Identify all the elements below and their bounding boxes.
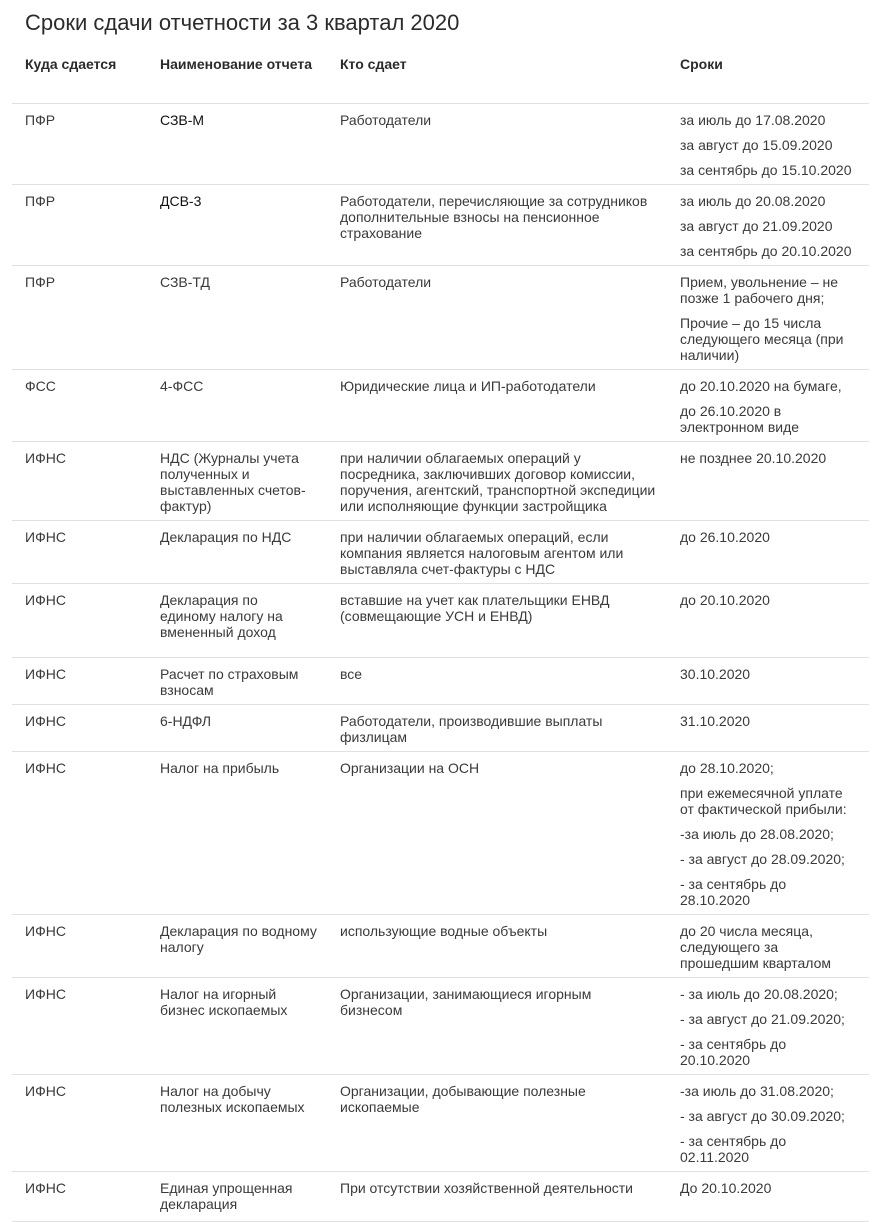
cell-deadlines xyxy=(667,104,869,185)
deadline-line: до 28.10.2020; xyxy=(680,760,774,776)
cell-who: использующие водные объекты xyxy=(327,915,667,978)
cell-where: ИФНС xyxy=(12,915,147,978)
cell-report: СЗВ-М xyxy=(147,104,327,185)
table-row xyxy=(12,978,869,1075)
cell-who: Организации, занимающиеся игорным бизнесом xyxy=(327,978,667,1075)
cell-where: ИФНС xyxy=(12,442,147,521)
deadline-line: до 20 числа месяца, следующего за прошедшим кварталом xyxy=(680,923,832,971)
deadline-line: - за сентябрь до 02.11.2020 xyxy=(680,1133,787,1165)
table-row xyxy=(12,104,869,185)
deadline-line: за сентябрь до 15.10.2020 xyxy=(680,162,852,178)
cell-report: НДС (Журналы учета полученных и выставленных счетов-фактур) xyxy=(147,442,327,521)
cell-where: ИФНС xyxy=(12,978,147,1075)
cell-who: Организации на ОСН xyxy=(327,752,667,915)
deadline-line: за август до 21.09.2020 xyxy=(680,218,833,234)
cell-who: при наличии облагаемых операций, если компания является налоговым агентом или выставляла счет-фактуры с НДС xyxy=(327,521,667,584)
page-title: Сроки сдачи отчетности за 3 квартал 2020 xyxy=(25,10,460,35)
table-row xyxy=(12,370,869,442)
cell-report: Единая упрощенная декларация xyxy=(147,1172,327,1222)
cell-where: ФСС xyxy=(12,370,147,442)
cell-where: ПФР xyxy=(12,185,147,266)
deadline-line: 30.10.2020 xyxy=(680,666,751,682)
deadline-line: - за июль до 20.08.2020; xyxy=(680,986,838,1002)
cell-deadlines xyxy=(667,370,869,442)
cell-who: Работодатели, перечисляющие за сотрудников дополнительные взносы на пенсионное страхование xyxy=(327,185,667,266)
cell-who: Юридические лица и ИП-работодатели xyxy=(327,370,667,442)
cell-report: ДСВ-3 xyxy=(147,185,327,266)
cell-who: Работодатели xyxy=(327,104,667,185)
cell-who: все xyxy=(327,658,667,705)
table-row xyxy=(12,521,869,584)
deadline-line: до 20.10.2020 xyxy=(680,592,770,608)
deadline-line: за июль до 17.08.2020 xyxy=(680,112,826,128)
deadline-line: - за август до 21.09.2020; xyxy=(680,1011,845,1027)
deadline-line: До 20.10.2020 xyxy=(680,1180,772,1196)
deadline-line: - за сентябрь до 28.10.2020 xyxy=(680,876,787,908)
cell-where: ИФНС xyxy=(12,658,147,705)
cell-where: ПФР xyxy=(12,104,147,185)
table-header-row xyxy=(12,44,869,104)
deadline-line: не позднее 20.10.2020 xyxy=(680,450,827,466)
cell-who: при наличии облагаемых операций у посредника, заключивших договор комиссии, поручения, агентский, транспортной экспедиции или исполняющие функции застройщика xyxy=(327,442,667,521)
deadline-line: до 26.10.2020 в электронном виде xyxy=(680,403,800,435)
cell-where: ПФР xyxy=(12,266,147,370)
cell-report: Налог на прибыль xyxy=(147,752,327,915)
cell-who: Работодатели xyxy=(327,266,667,370)
cell-deadlines xyxy=(667,658,869,705)
table-row xyxy=(12,1075,869,1172)
cell-report: 4-ФСС xyxy=(147,370,327,442)
cell-deadlines xyxy=(667,752,869,915)
cell-deadlines xyxy=(667,915,869,978)
cell-who: вставшие на учет как плательщики ЕНВД (совмещающие УСН и ЕНВД) xyxy=(327,584,667,658)
cell-deadlines xyxy=(667,266,869,370)
deadline-line: при ежемесячной уплате от фактической прибыли: xyxy=(680,785,847,817)
cell-deadlines xyxy=(667,705,869,752)
deadline-line: Прочие – до 15 числа следующего месяца (при наличии) xyxy=(680,315,844,363)
deadline-line: за август до 15.09.2020 xyxy=(680,137,833,153)
header-who: Кто сдает xyxy=(327,44,667,104)
cell-who: Организации, добывающие полезные ископаемые xyxy=(327,1075,667,1172)
cell-where: ИФНС xyxy=(12,1172,147,1222)
header-report: Наименование отчета xyxy=(147,44,327,104)
cell-who: При отсутствии хозяйственной деятельности xyxy=(327,1172,667,1222)
cell-where: ИФНС xyxy=(12,1075,147,1172)
deadline-line: 31.10.2020 xyxy=(680,713,751,729)
header-deadlines: Сроки xyxy=(667,44,869,104)
deadline-line: -за июль до 28.08.2020; xyxy=(680,826,834,842)
deadline-line: Прием, увольнение – не позже 1 рабочего дня; xyxy=(680,274,839,306)
header-where: Куда сдается xyxy=(12,44,147,104)
table-row xyxy=(12,1172,869,1222)
cell-deadlines xyxy=(667,1172,869,1222)
deadline-line: до 26.10.2020 xyxy=(680,529,770,545)
deadline-line: -за июль до 31.08.2020; xyxy=(680,1083,834,1099)
deadline-line: - за август до 30.09.2020; xyxy=(680,1108,845,1124)
deadline-line: - за август до 28.09.2020; xyxy=(680,851,845,867)
deadline-line: до 20.10.2020 на бумаге, xyxy=(680,378,842,394)
deadline-line: за июль до 20.08.2020 xyxy=(680,193,826,209)
cell-deadlines xyxy=(667,442,869,521)
deadlines-table xyxy=(12,44,869,1222)
cell-report: Декларация по НДС xyxy=(147,521,327,584)
table-row xyxy=(12,915,869,978)
cell-deadlines xyxy=(667,185,869,266)
table-row xyxy=(12,752,869,915)
cell-deadlines xyxy=(667,1075,869,1172)
cell-deadlines xyxy=(667,978,869,1075)
cell-deadlines xyxy=(667,521,869,584)
table-row xyxy=(12,658,869,705)
cell-report: Декларация по единому налогу на вмененный доход xyxy=(147,584,327,658)
cell-report: СЗВ-ТД xyxy=(147,266,327,370)
cell-where: ИФНС xyxy=(12,705,147,752)
cell-report: Налог на игорный бизнес ископаемых xyxy=(147,978,327,1075)
cell-deadlines xyxy=(667,584,869,658)
cell-who: Работодатели, производившие выплаты физлицам xyxy=(327,705,667,752)
cell-where: ИФНС xyxy=(12,752,147,915)
cell-report: 6-НДФЛ xyxy=(147,705,327,752)
cell-report: Расчет по страховым взносам xyxy=(147,658,327,705)
deadline-line: - за сентябрь до 20.10.2020 xyxy=(680,1036,787,1068)
table-row xyxy=(12,185,869,266)
cell-where: ИФНС xyxy=(12,584,147,658)
deadline-line: за сентябрь до 20.10.2020 xyxy=(680,243,852,259)
cell-where: ИФНС xyxy=(12,521,147,584)
table-row xyxy=(12,584,869,658)
cell-report: Декларация по водному налогу xyxy=(147,915,327,978)
table-row xyxy=(12,266,869,370)
table-row xyxy=(12,442,869,521)
table-row xyxy=(12,705,869,752)
cell-report: Налог на добычу полезных ископаемых xyxy=(147,1075,327,1172)
